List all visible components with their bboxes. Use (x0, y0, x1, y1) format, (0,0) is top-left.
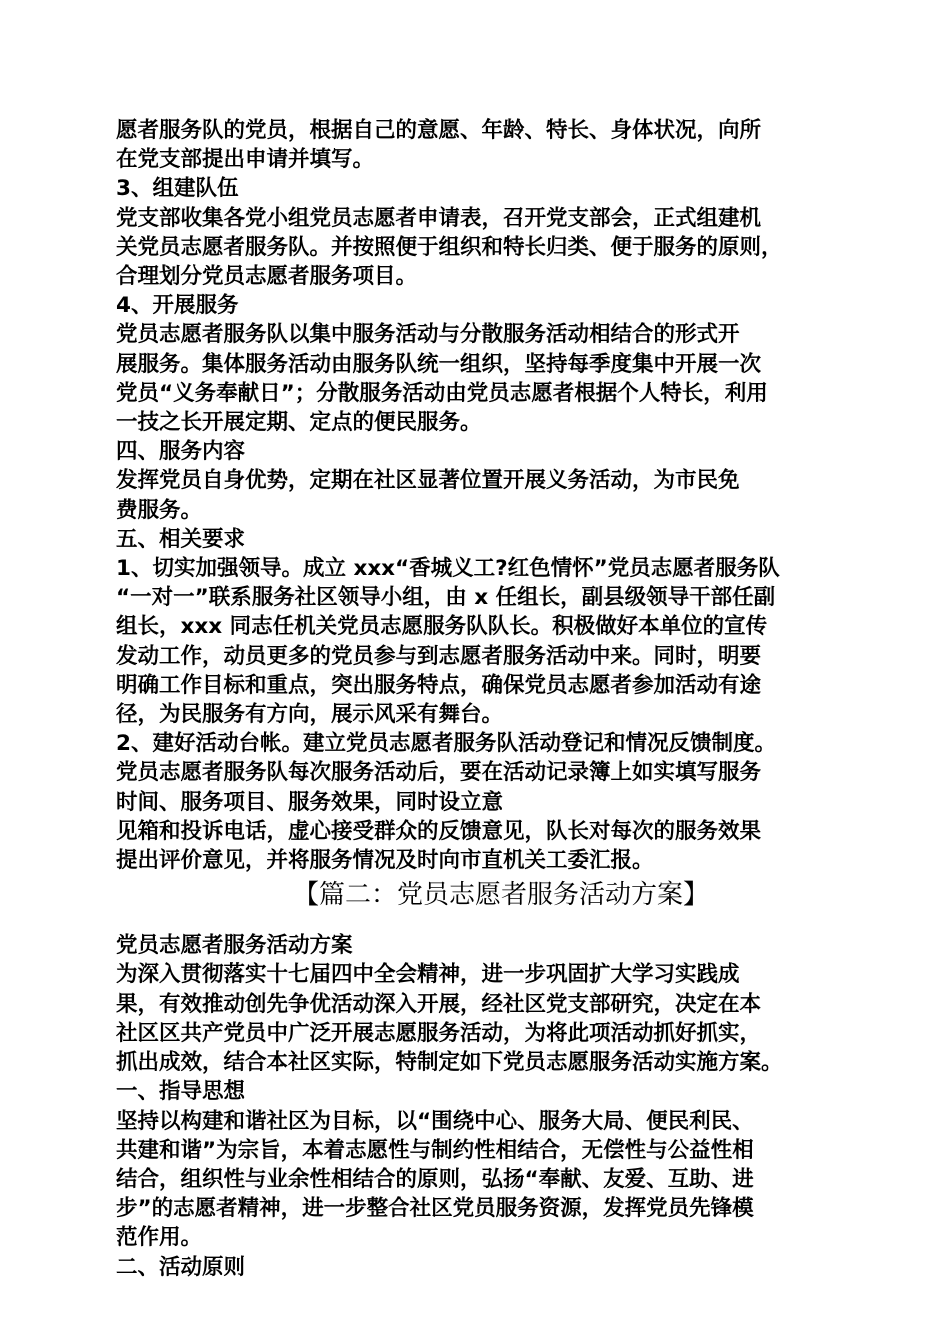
text-line: 社区区共产党员中广泛开展志愿服务活动，为将此项活动抓好抓实， (116, 1020, 762, 1046)
text-line: 果，有效推动创先争优活动深入开展，经社区党支部研究，决定在本 (116, 991, 762, 1017)
text-line: 党员“义务奉献日”；分散服务活动由党员志愿者根据个人特长，利用 (116, 380, 768, 406)
text-line: 范作用。 (116, 1225, 203, 1251)
text-line: 结合，组织性与业余性相结合的原则，弘扬“奉献、友爱、互助、进 (116, 1166, 754, 1192)
text-line: 见箱和投诉电话，虚心接受群众的反馈意见，队长对每次的服务效果 (116, 818, 762, 844)
text-line: 抓出成效，结合本社区实际，特制定如下党员志愿服务活动实施方案。 (116, 1050, 783, 1076)
text-line: 明确工作目标和重点，突出服务特点，确保党员志愿者参加活动有途 (116, 672, 762, 698)
text-line: 合理划分党员志愿者服务项目。 (116, 264, 418, 290)
text-line: 为深入贯彻落实十七届四中全会精神，进一步巩固扩大学习实践成 (116, 962, 740, 988)
text-line: 一、指导思想 (116, 1079, 246, 1105)
body-text-top (116, 116, 846, 875)
text-line: 2、建好活动台帐。建立党员志愿者服务队活动登记和情况反馈制度。 (116, 731, 776, 757)
text-line: 五、相关要求 (116, 526, 246, 552)
text-line: 提出评价意见，并将服务情况及时向市直机关工委汇报。 (116, 848, 654, 874)
text-line: 一技之长开展定期、定点的便民服务。 (116, 410, 482, 436)
text-line: 步”的志愿者精神，进一步整合社区党员服务资源，发挥党员先锋模 (116, 1196, 754, 1222)
text-line: 发挥党员自身优势，定期在社区显著位置开展义务活动，为市民免 (116, 468, 740, 494)
text-line: 4、开展服务 (116, 293, 239, 319)
section-heading: 【篇二：党员志愿者服务活动方案】 (292, 880, 709, 911)
text-line: 1、切实加强领导。成立 xxx“香城义工?红色情怀”党员志愿者服务队 (116, 556, 780, 582)
text-line: 发动工作，动员更多的党员参与到志愿者服务活动中来。同时，明要 (116, 643, 762, 669)
text-line: 愿者服务队的党员，根据自己的意愿、年龄、特长、身体状况，向所 (116, 118, 762, 143)
text-line: 在党支部提出申请并填写。 (116, 147, 375, 173)
text-line: 组长，xxx 同志任机关党员志愿服务队队长。积极做好本单位的宣传 (116, 614, 768, 640)
document-body (116, 116, 846, 1282)
body-text-bottom (116, 931, 846, 1281)
spacer (116, 923, 846, 931)
text-line: 展服务。集体服务活动由服务队统一组织，坚持每季度集中开展一次 (116, 351, 762, 377)
text-line: 费服务。 (116, 497, 203, 523)
text-line: 党员志愿者服务活动方案 (116, 933, 353, 959)
text-line: “一对一”联系服务社区领导小组，由 x 任组长，副县级领导干部任副 (116, 585, 776, 611)
text-line: 党员志愿者服务队以集中服务活动与分散服务活动相结合的形式开 (116, 322, 740, 348)
text-line: 党员志愿者服务队每次服务活动后，要在活动记录簿上如实填写服务 (116, 760, 762, 786)
text-line: 党支部收集各党小组党员志愿者申请表，召开党支部会，正式组建机 (116, 205, 762, 231)
text-line: 四、服务内容 (116, 439, 246, 465)
text-line: 时间、服务项目、服务效果，同时设立意 (116, 789, 504, 815)
text-line: 坚持以构建和谐社区为目标，以“围绕中心、服务大局、便民利民、 (116, 1108, 754, 1134)
text-line: 径，为民服务有方向，展示风采有舞台。 (116, 702, 504, 728)
text-line: 关党员志愿者服务队。并按照便于组织和特长归类、便于服务的原则， (116, 234, 783, 260)
text-line: 二、活动原则 (116, 1254, 246, 1280)
text-line: 3、组建队伍 (116, 176, 239, 202)
text-line: 共建和谐”为宗旨，本着志愿性与制约性相结合，无偿性与公益性相 (116, 1137, 754, 1163)
